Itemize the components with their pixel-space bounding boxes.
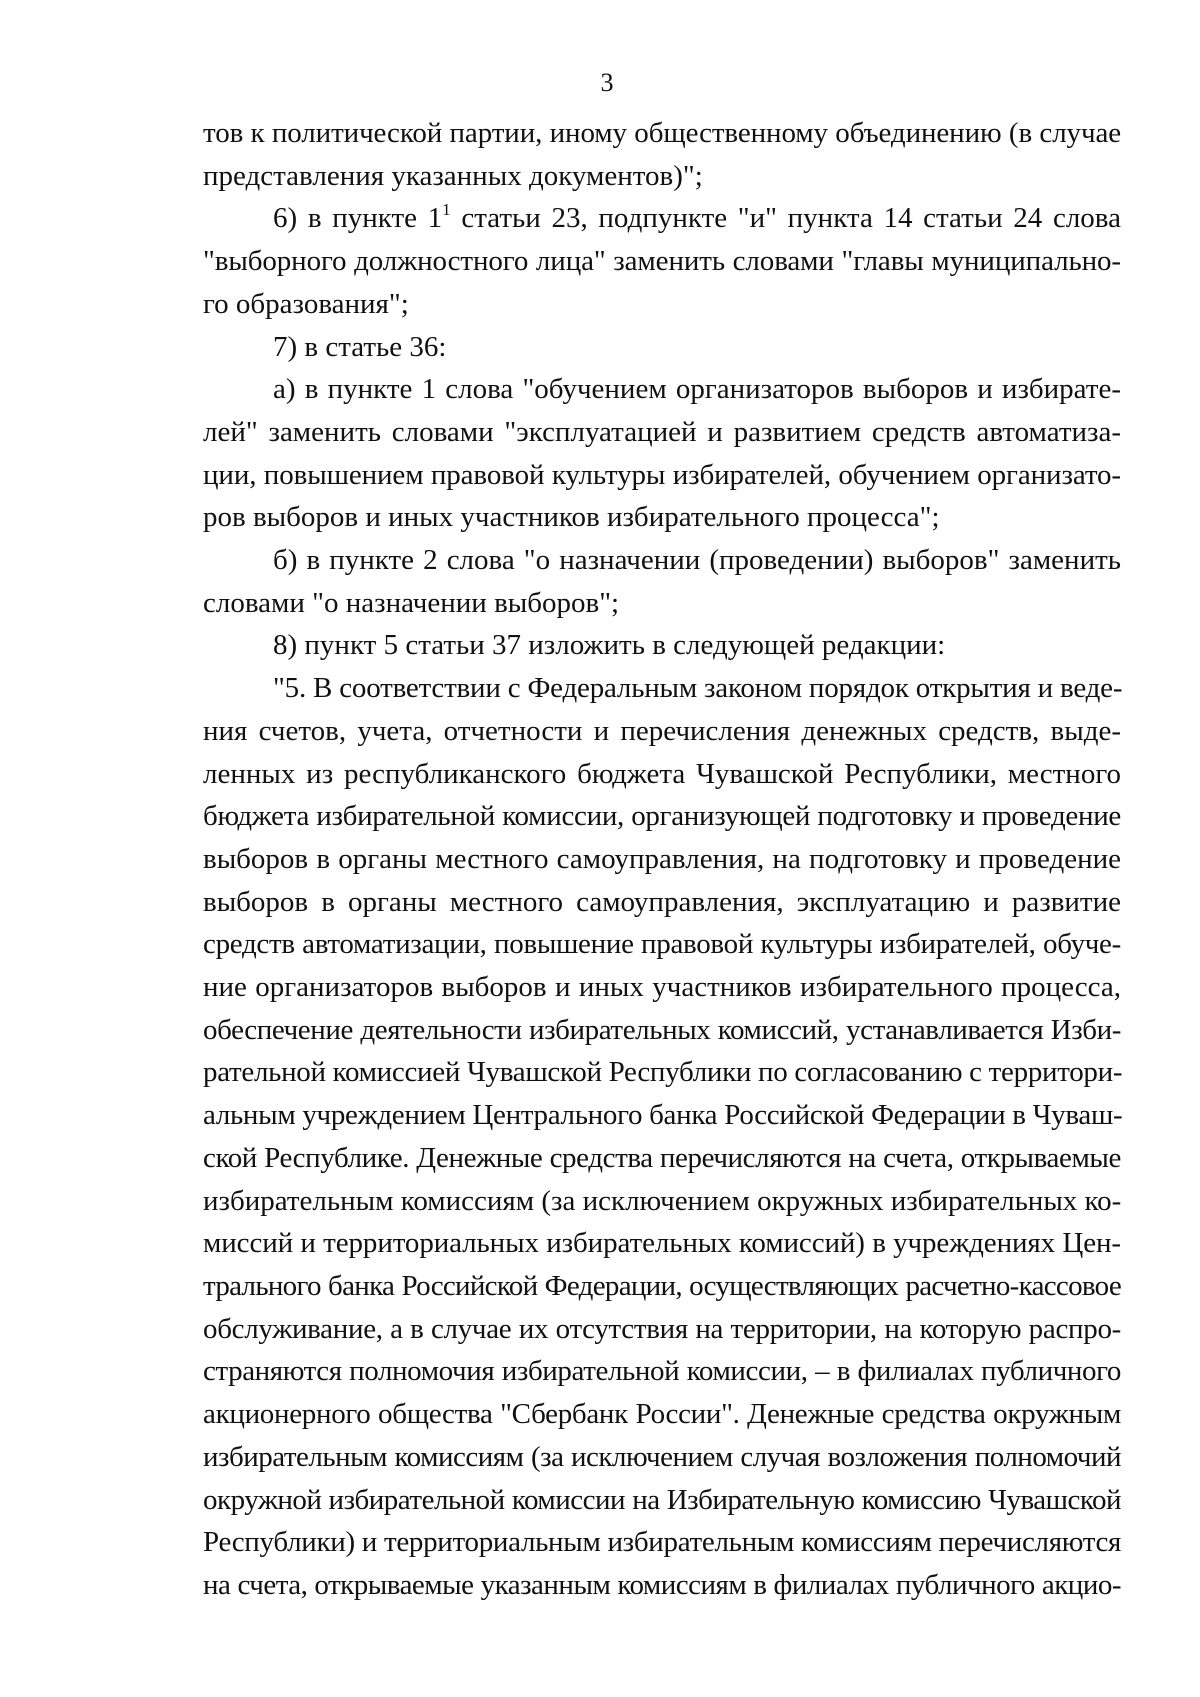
text-fragment: статьи 23, подпункте "и" пункта 14 статьи 24 слова — [450, 202, 1121, 235]
document-body — [203, 112, 1121, 1607]
text-line: обслуживание, а в случае их отсутствия на территории, на которую распро- — [203, 1312, 1121, 1345]
text-line: "выборного должностного лица" заменить словами "главы муниципально- — [203, 245, 1121, 278]
text-line: "5. В соответствии с Федеральным законом порядок открытия и веде- — [273, 672, 1123, 705]
text-line: миссий и территориальных избирательных комиссий) в учреждениях Цен- — [203, 1227, 1121, 1260]
text-line: 8) пункт 5 статьи 37 изложить в следующей редакции: — [273, 629, 946, 662]
paragraph-item-7 — [203, 326, 1121, 369]
text-line: словами "о назначении выборов"; — [203, 586, 620, 619]
text-line: а) в пункте 1 слова "обучением организаторов выборов и избирате- — [273, 373, 1121, 406]
text-line: обеспечение деятельности избирательных комиссий, устанавливается Изби- — [203, 1013, 1121, 1046]
text-line: ленных из республиканского бюджета Чувашской Республики, местного — [203, 757, 1121, 790]
paragraph-item-8 — [203, 624, 1121, 667]
paragraph-item-6 — [203, 197, 1121, 325]
text-line: избирательным комиссиям (за исключением случая возложения полномочий — [203, 1440, 1121, 1473]
text-line: Республики) и территориальным избирательным комиссиям перечисляются — [203, 1526, 1122, 1559]
text-line: го образования"; — [203, 287, 409, 320]
text-line: альным учреждением Центрального банка Российской Федерации в Чуваш- — [203, 1099, 1123, 1132]
text-line: страняются полномочия избирательной комиссии, – в филиалах публичного — [203, 1355, 1121, 1388]
text-line: окружной избирательной комиссии на Избирательную комиссию Чувашской — [203, 1483, 1121, 1516]
text-line: ния счетов, учета, отчетности и перечисления денежных средств, выде- — [203, 714, 1121, 747]
paragraph-item-7b — [203, 539, 1121, 624]
text-line: тов к политической партии, иному общественному объединению (в случае — [203, 117, 1121, 149]
paragraph-point-5 — [203, 667, 1121, 1606]
text-line: акционерного общества "Сбербанк России". Денежные средства окружным — [203, 1398, 1121, 1431]
text-line: выборов в органы местного самоуправления, эксплуатацию и развитие — [203, 885, 1121, 918]
text-line: бюджета избирательной комиссии, организующей подготовку и проведение — [203, 800, 1121, 833]
text-line: лей" заменить словами "эксплуатацией и развитием средств автоматиза- — [203, 415, 1121, 448]
text-line: ров выборов и иных участников избирательного процесса"; — [203, 501, 940, 534]
page-number: 3 — [600, 68, 614, 97]
text-line: 7) в статье 36: — [273, 330, 447, 363]
text-line: выборов в органы местного самоуправления, на подготовку и проведение — [203, 842, 1121, 875]
text-line: средств автоматизации, повышение правовой культуры избирателей, обуче- — [203, 928, 1121, 961]
text-fragment: 6) в пункте 1 — [273, 202, 443, 235]
text-line: ской Республике. Денежные средства перечисляются на счета, открываемые — [203, 1141, 1121, 1174]
text-line — [203, 197, 1121, 240]
text-line: б) в пункте 2 слова "о назначении (проведении) выборов" заменить — [273, 544, 1121, 577]
text-line: ции, повышением правовой культуры избирателей, обучением организато- — [203, 458, 1121, 491]
paragraph-continuation — [203, 112, 1121, 197]
text-line: рательной комиссией Чувашской Республики по согласованию с территори- — [203, 1056, 1123, 1089]
text-line: на счета, открываемые указанным комиссиям в филиалах публичного акцио- — [203, 1568, 1121, 1601]
text-line: избирательным комиссиям (за исключением окружных избирательных ко- — [203, 1184, 1122, 1217]
superscript: 1 — [442, 200, 451, 220]
text-line: трального банка Российской Федерации, осуществляющих расчетно-кассовое — [203, 1269, 1121, 1302]
paragraph-item-7a — [203, 368, 1121, 539]
text-line: ние организаторов выборов и иных участников избирательного процесса, — [203, 971, 1121, 1004]
text-line: представления указанных документов)"; — [203, 159, 703, 192]
